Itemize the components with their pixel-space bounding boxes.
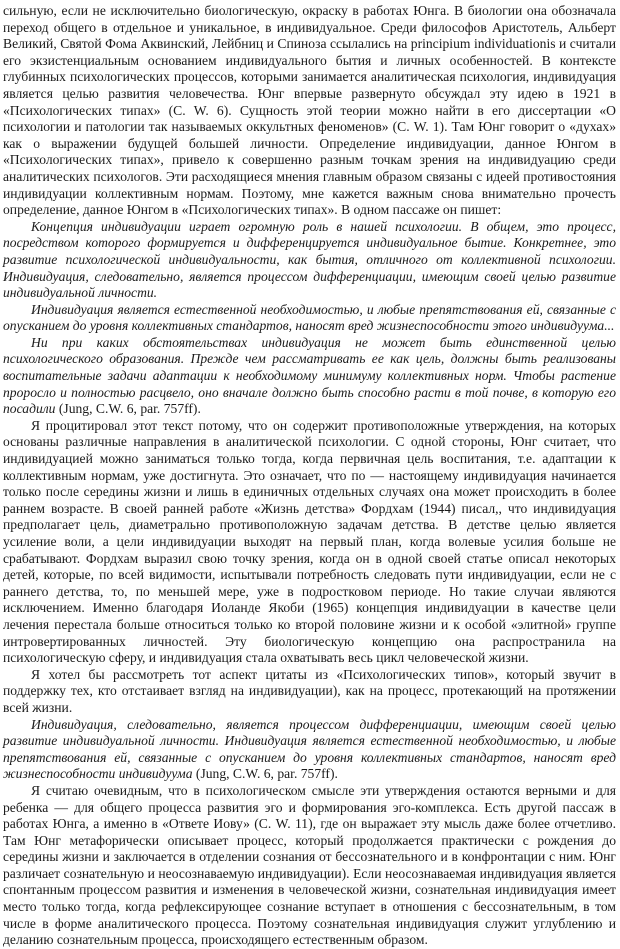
- quote-italic: Ни при каких обстоятельствах индивидуация не может быть единственной целью психологического образования. Прежде чем рассматривать ее как цель, должны быть реализованы воспитательные задачи адаптации к необходимому минимуму коллективных норм. Чтобы растение проросло и полностью расцвело, оно вначале должно быть способно расти в той почве, в которую его посадили: [3, 334, 616, 417]
- quote-citation: (Jung, C.W. 6, par. 757ff).: [55, 401, 201, 417]
- quote-citation: (Jung, C.W. 6, par. 757ff).: [192, 766, 338, 782]
- quote-italic: Индивидуация является естественной необходимостью, и любые препятствования ей, связанные с опусканием до уровня коллективных стандартов, наносят вред жизнеспособности этого индивидуума...: [3, 301, 616, 334]
- paragraph-aspect: Я хотел бы рассмотреть тот аспект цитаты из «Психологических типов», который звучит в поддержку тех, кто отстаивает взгляд на индивидуации), как на процесс, протекающий на протяжении всей жизни.: [3, 666, 616, 715]
- quote-repeat: [3, 717, 616, 783]
- quote-definition: [3, 219, 616, 302]
- paragraph-commentary: Я процитировал этот текст потому, что он содержит противоположные утверждения, на которых основаны различные направления в аналитической психологии. С одной стороны, Юнг считает, что индивидуацией можно заниматься только тогда, когда первичная цель воспитания, т.е. адаптации к коллективным нормам, уже достигнута. Это означает, что по — настоящему индивидуация начинается только после середины жизни и лишь в единичных отдельных случаях она может происходить в более раннем возрасте. В своей ранней работе «Жизнь детства» Фордхам (1944) писал,, что индивидуация предполагает цель, диаметрально противоположную задачам детства. В детстве целью является усиление воли, а цели индивидуации выходят на первый план, когда волевые усилия больше не срабатывают. Фордхам выразил свою точку зрения, когда он в одной своей статье описал некоторых детей, которые, по всей видимости, испытывали потребность следовать пути индивидуации, если не с раннего детства, то, по меньшей мере, уже в подростковом периоде. Но такие случаи являются исключением. Именно благодаря Иоланде Якоби (1965) концепция индивидуации в качестве цели лечения перестала больше относиться только ко второй половине жизни и к особой «элитной» группе интровертированных личностей. Эту биологическую концепцию она распространила на психологическую сферу, и индивидуация стала охватывать весь цикл человеческой жизни.: [3, 417, 616, 666]
- paragraph-intro: сильную, если не исключительно биологическую, окраску в работах Юнга. В биологии она обозначала переход общего в отдельное и уникальное, в индивидуальное. Среди философов Аристотель, Альберт Великий, Святой Фома Аквинский, Лейбниц и Спиноза ссылались на principium individuationis и считали его экзистенциальным основанием индивидуального бытия и личных особенностей. В контексте глубинных психологических процессов, которыми занимается аналитическая психология, индивидуация является целью развития человечества. Юнг впервые развернуто обсуждал эту идею в 1921 в «Психологических типах» (С. W. 6). Сущность этой теории можно найти в его диссертации «О психологии и патологии так называемых оккультных феноменов» (С. W. 1). Там Юнг говорит о «духах» как о выражении будущей большей личности. Определение индивидуации, данное Юнгом в «Психологических типах», привело к совершенно разным точкам зрения на индивидуацию среди аналитических психологов. Эти расходящиеся мнения главным образом связаны с идеей противостояния индивидуации коллективным нормам. Поэтому, мне кажется важным снова внимательно прочесть определение, данное Юнгом в «Психологических типах». В одном пассаже он пишет:: [3, 3, 616, 218]
- quote-necessity: [3, 302, 616, 335]
- paragraph-conclusion: Я считаю очевидным, что в психологическом смысле эти утверждения остаются верными и для ребенка — для общего процесса развития эго и формирования эго-комплекса. Есть другой пассаж в работах Юнга, а именно в «Ответе Иову» (С. W. 11), где он выражает эту мысль даже более отчетливо. Там Юнг метафорически описывает процесс, который продолжается практически с рождения до середины жизни и заключается в отделении сознания от бессознательного и в конфронтации с ним. Юнг различает сознательную и неосознаваемую индивидуации). Если неосознаваемая индивидуация является спонтанным процессом развития и изменения в человеческой жизни, сознательная индивидуация имеет место только тогда, когда рефлексирующее сознание вступает в отношения с бессознательным, в том числе в форме аналитического процесса. Поэтому сознательная индивидуация служит углублению и деланию сознательным процесса, происходящего естественным образом.: [3, 782, 616, 948]
- quote-education: [3, 335, 616, 418]
- quote-italic: Концепция индивидуации играет огромную роль в нашей психологии. В общем, это процесс, посредством которого формируется и дифференцируется индивидуальное бытие. Конкретнее, это развитие психологической индивидуальности, как бытия, отличного от коллективной психологии. Индивидуация, следовательно, является процессом дифференциации, имеющим своей целью развитие индивидуальной личности.: [3, 218, 616, 301]
- quote-italic: Индивидуация, следовательно, является процессом дифференциации, имеющим своей целью развитие индивидуальной личности. Индивидуация является естественной необходимостью, и любые препятствования ей, связанные с опусканием до уровня коллективных стандартов, наносят вред жизнеспособности индивидуума: [3, 716, 616, 782]
